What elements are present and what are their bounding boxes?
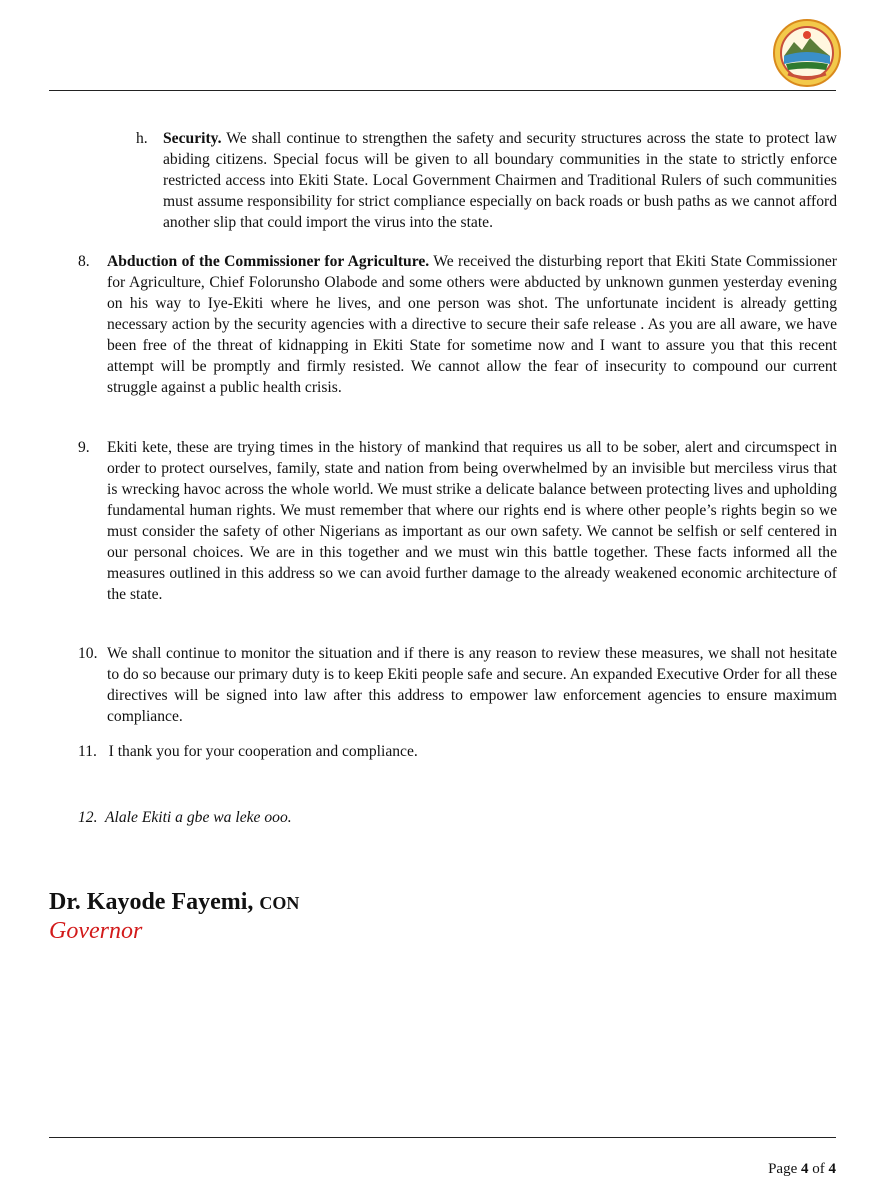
page-current: 4 xyxy=(801,1161,809,1177)
item-text: We shall continue to strengthen the safety and security structures across the state to protect law abiding citizens. Special focus will be given to all boundary communities in the state to strictly enforce restricted access into Ekiti State. Local Government Chairmen and Traditional Rulers of such communities must assume responsibility for strict compliance especially on back roads or bush paths as we cannot afford another slip that could import the virus into the state. xyxy=(163,130,837,231)
signatory-name xyxy=(49,887,299,918)
page-number xyxy=(768,1160,836,1178)
item-text: We received the disturbing report that Ekiti State Commissioner for Agriculture, Chief Folorunsho Olabode and some others were abducted by unknown gunmen yesterday evening on his way to Iye-Ekiti where he lives, and one person was shot. The unfortunate incident is already getting necessary action by the security agencies with a directive to secure their safe release . As you are all aware, we have been free of the threat of kidnapping in Ekiti State for sometime now and I want to assure you that this recent attempt will be promptly and firmly resisted. We cannot allow the fear of insecurity to compound our current struggle against a public health crisis. xyxy=(107,253,837,396)
signatory-title: Governor xyxy=(49,918,143,944)
item-9-ekiti-kete xyxy=(78,437,837,605)
item-12-closing: 12. Alale Ekiti a gbe wa leke ooo. xyxy=(78,809,292,826)
signatory-honour: CON xyxy=(259,893,300,913)
item-h-security xyxy=(136,128,837,233)
ekiti-state-seal-icon xyxy=(772,18,842,88)
item-label: 10. xyxy=(78,645,98,662)
item-heading: Security. xyxy=(163,130,222,147)
item-text: We shall continue to monitor the situation and if there is any reason to review these measures, we shall not hesitate to do so because our primary duty is to keep Ekiti people safe and secure. An expanded Executive Order for all these directives will be signed into law after this address to empower law enforcement agencies to ensure maximum compliance. xyxy=(107,645,837,725)
item-text: Ekiti kete, these are trying times in the history of mankind that requires us all to be sober, alert and circumspect in order to protect ourselves, family, state and nation from being overwhelmed by an invisible but merciless virus that is wrecking havoc across the whole world. We must strike a delicate balance between protecting lives and upholding fundamental human rights. We must remember that where our rights end is where other people’s rights begin so we must consider the safety of other Nigerians as important as our own safety. We cannot be selfish or self centered in our personal choices. We are in this together and we must win this battle together. These facts informed all the measures outlined in this address so we can avoid further damage to the already weakened economic architecture of the state. xyxy=(107,439,837,603)
page-total: 4 xyxy=(828,1161,836,1177)
page-prefix: Page xyxy=(768,1161,801,1177)
item-label: 8. xyxy=(78,253,90,270)
item-heading: Abduction of the Commissioner for Agriculture. xyxy=(107,253,430,270)
item-label: 9. xyxy=(78,439,90,456)
header-rule xyxy=(49,90,836,91)
footer-rule xyxy=(49,1137,836,1138)
signatory-name-text: Dr. Kayode Fayemi, xyxy=(49,889,254,915)
item-label: h. xyxy=(136,130,148,147)
item-8-abduction xyxy=(78,251,837,398)
item-10-monitor xyxy=(78,643,837,727)
item-11-thanks: 11. I thank you for your cooperation and compliance. xyxy=(78,743,418,760)
page-of: of xyxy=(808,1161,829,1177)
